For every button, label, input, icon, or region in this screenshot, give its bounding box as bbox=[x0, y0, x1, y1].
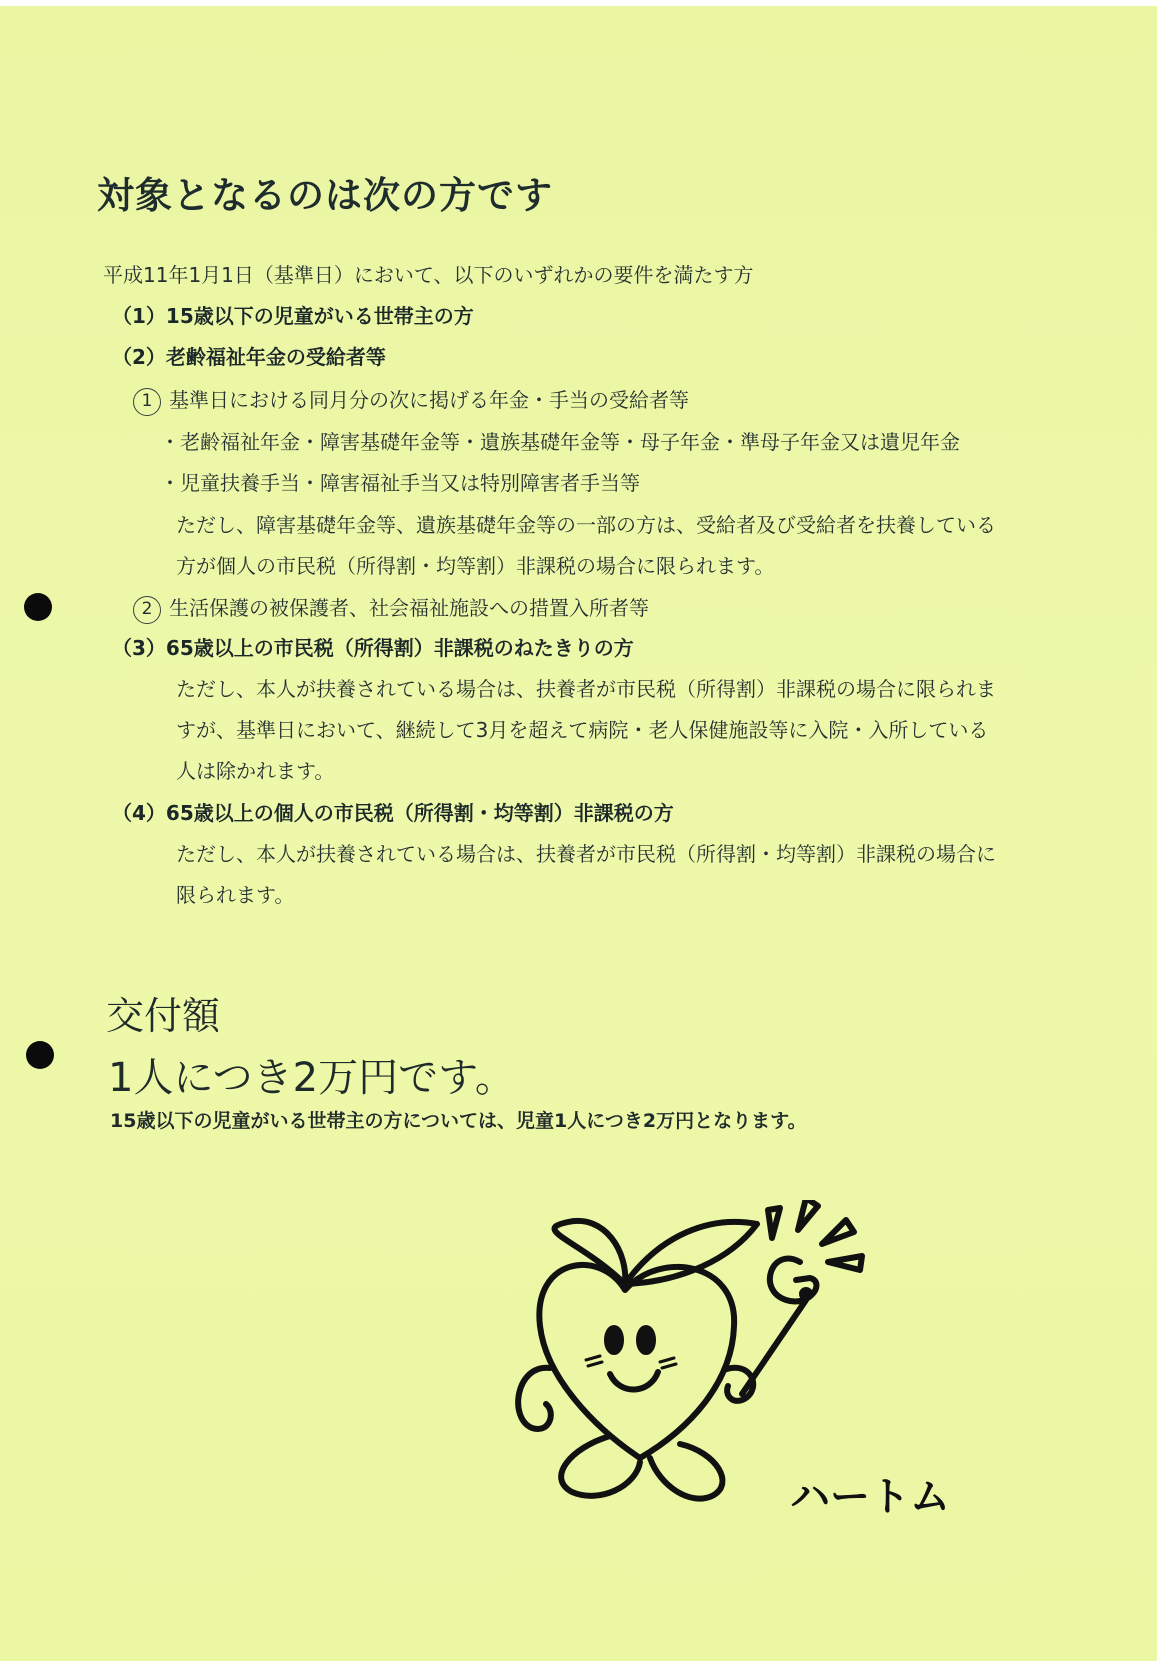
item-3-note: 人は除かれます。 bbox=[176, 759, 335, 783]
item-4-note: 限られます。 bbox=[176, 883, 295, 907]
grant-note: 15歳以下の児童がいる世帯主の方については、児童1人につき2万円となります。 bbox=[110, 1110, 807, 1132]
grant-title: 交付額 bbox=[106, 994, 221, 1038]
eligibility-item-1: （1）15歳以下の児童がいる世帯主の方 bbox=[112, 304, 474, 328]
grant-amount: 1人につき2万円です。 bbox=[108, 1055, 515, 1101]
punch-hole bbox=[26, 1041, 54, 1069]
eligibility-item-3: （3）65歳以上の市民税（所得割）非課税のねたきりの方 bbox=[112, 636, 634, 660]
item-3-note: すが、基準日において、継続して3月を超えて病院・老人保健施設等に入院・入所している bbox=[176, 718, 989, 742]
eligibility-item-2: （2）老齢福祉年金の受給者等 bbox=[112, 345, 386, 369]
eligibility-subitem-1 bbox=[133, 385, 689, 416]
eligibility-subitem-2 bbox=[133, 593, 649, 624]
subitem-2-text: 生活保護の被保護者、社会福祉施設への措置入所者等 bbox=[169, 596, 649, 620]
eligibility-intro: 平成11年1月1日（基準日）において、以下のいずれかの要件を満たす方 bbox=[103, 263, 754, 287]
subitem-1-text: 基準日における同月分の次に掲げる年金・手当の受給者等 bbox=[169, 388, 689, 412]
punch-hole bbox=[24, 593, 52, 621]
circled-number: 1 bbox=[133, 388, 161, 416]
scan-edge bbox=[0, 0, 1157, 6]
eligibility-item-4: （4）65歳以上の個人の市民税（所得割・均等割）非課税の方 bbox=[112, 801, 674, 825]
eligibility-heading: 対象となるのは次の方です bbox=[97, 174, 553, 217]
subitem-1-note: ただし、障害基礎年金等、遺族基礎年金等の一部の方は、受給者及び受給者を扶養している bbox=[176, 513, 996, 537]
circled-number: 2 bbox=[133, 596, 161, 624]
subitem-1-note: 方が個人の市民税（所得割・均等割）非課税の場合に限られます。 bbox=[176, 554, 775, 578]
subitem-1-bullet: ・児童扶養手当・障害福祉手当又は特別障害者手当等 bbox=[160, 471, 640, 495]
item-4-note: ただし、本人が扶養されている場合は、扶養者が市民税（所得割・均等割）非課税の場合に bbox=[176, 842, 996, 866]
item-3-note: ただし、本人が扶養されている場合は、扶養者が市民税（所得割）非課税の場合に限られま bbox=[176, 677, 996, 701]
mascot-name: ハートム bbox=[790, 1474, 950, 1520]
subitem-1-bullet: ・老齢福祉年金・障害基礎年金等・遺族基礎年金等・母子年金・準母子年金又は遺児年金 bbox=[160, 430, 960, 454]
